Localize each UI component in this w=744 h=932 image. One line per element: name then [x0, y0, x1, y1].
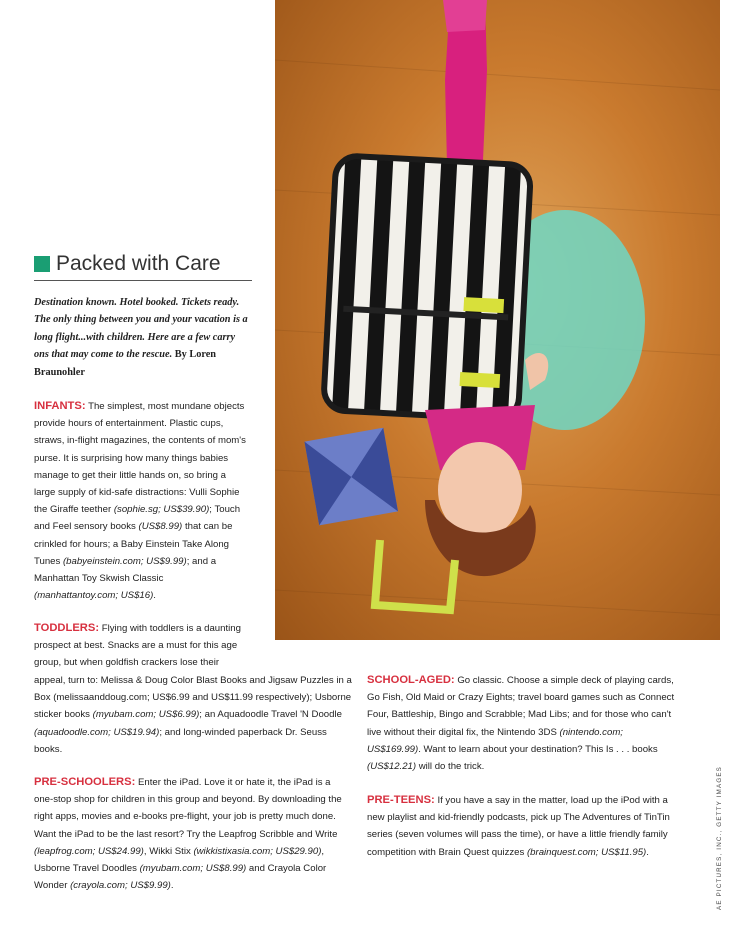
article-title-text: Packed with Care [56, 252, 221, 275]
article-intro [34, 294, 249, 381]
girl-with-suitcase-photo [275, 0, 720, 640]
toddlers-price-1: (myubam.com; US$6.99) [92, 709, 200, 721]
preschoolers-price-1: (leapfrog.com; US$24.99) [34, 845, 144, 857]
toddlers-text-3: ; and long-winded paperback Dr. Seuss books. [34, 726, 327, 755]
infants-text: The simplest, most mundane objects provide hours of entertainment. Plastic cups, straws, in-flight magazines, the contents of mom's purse. It is surprising how many things babies manage to get their little hands on, so bring a large supply of kid-safe distractions: Vulli Sophie the Giraffe teether [34, 401, 246, 516]
preschoolers-text: Enter the iPad. Love it or hate it, the iPad is a one-stop shop for children in this group and beyond. By downloading the right apps, movies and e-books pre-flight, your job is pretty much done. Want the iPad to be the last resort? Try the Leapfrog Scribble and Write [34, 777, 342, 840]
schoolaged-price-1: (nintendo.com; US$169.99) [367, 726, 623, 755]
intro-text: Destination known. Hotel booked. Tickets ready. The only thing between you and your vacation is a long flight...with children. Here are a few carry ons that may come to the rescue. [34, 297, 248, 361]
byline: By Loren Braunohler [34, 349, 217, 378]
preschoolers-heading: PRE-SCHOOLERS: [34, 776, 136, 788]
title-accent-square [34, 256, 50, 272]
schoolaged-text-2: . Want to learn about your destination? This Is . . . books [418, 743, 658, 755]
preschoolers-price-2: (wikkistixasia.com; US$29.90) [193, 845, 322, 857]
preteens-price-1: (brainquest.com; US$11.95) [526, 846, 647, 858]
infants-price-2: (US$8.99) [138, 521, 183, 533]
section-infants [34, 398, 246, 604]
schoolaged-text-3: will do the trick. [418, 761, 485, 773]
infants-text-2: ; Touch and Feel sensory books [34, 504, 241, 533]
schoolaged-text: Go classic. Choose a simple deck of playing cards, Go Fish, Old Maid or Crazy Eights; travel board games such as Connect Four, Battleship, Bingo and Scrabble; Mad Libs; and for those who can't live without their digital fix, the Nintendo 3DS [367, 675, 675, 738]
preteens-text-2: . [646, 846, 649, 858]
toddlers-text-2: ; an Aquadoodle Travel 'N Doodle [199, 709, 342, 721]
toddlers-price-2: (aquadoodle.com; US$19.94) [34, 726, 160, 738]
section-pre-teens [367, 792, 679, 861]
infants-text-5: . [153, 590, 156, 602]
infants-text-3: that can be crinkled for hours; a Baby Einstein Take Along Tunes [34, 521, 233, 567]
infants-price-4: (manhattantoy.com; US$16) [34, 590, 154, 602]
hero-photo [275, 0, 720, 640]
preschoolers-text-3: , Usborne Travel Doodles [34, 845, 325, 875]
infants-heading: INFANTS: [34, 400, 86, 412]
schoolaged-heading: SCHOOL-AGED: [367, 674, 455, 686]
infants-text-4: ; and a Manhattan Toy Skwish Classic [34, 555, 217, 585]
infants-price-1: (sophie.sg; US$39.90) [113, 504, 210, 516]
preschoolers-price-4: (crayola.com; US$9.99) [70, 880, 171, 892]
article-title [34, 252, 252, 281]
schoolaged-price-2: (US$12.21) [367, 761, 417, 773]
preschoolers-text-5: . [170, 880, 174, 892]
preschoolers-text-2: , Wikki Stix [143, 845, 191, 857]
preteens-heading: PRE-TEENS: [367, 794, 435, 806]
section-toddlers-bottom [34, 672, 352, 758]
photo-credit: AE PICTURES, INC., GETTY IMAGES [716, 765, 723, 910]
section-preschoolers [34, 774, 352, 894]
toddlers-text-cont: appeal, turn to: Melissa & Doug Color Blast Books and Jigsaw Puzzles in a Box (melissaanddoug.com; US$6.99 and US$11.99 respectively); Usborne sticker books [34, 675, 352, 721]
preteens-text: If you have a say in the matter, load up the iPod with a new playlist and kid-friendly podcasts, pick up The Adventures of TinTin series (seven volumes will pass the time), or have a little friendly family competition with Brain Quest quizzes [367, 795, 670, 858]
toddlers-text: Flying with toddlers is a daunting prospect at best. Snacks are a must for this age group, but when goldfish crackers lose their [34, 623, 241, 669]
preschoolers-price-3: (myubam.com; US$8.99) [139, 863, 247, 875]
preschoolers-text-4: and Crayola Color Wonder [34, 863, 327, 892]
section-school-aged [367, 672, 679, 775]
infants-price-3: (babyeinstein.com; US$9.99) [62, 555, 187, 567]
section-toddlers-top [34, 620, 246, 672]
toddlers-heading: TODDLERS: [34, 622, 100, 634]
